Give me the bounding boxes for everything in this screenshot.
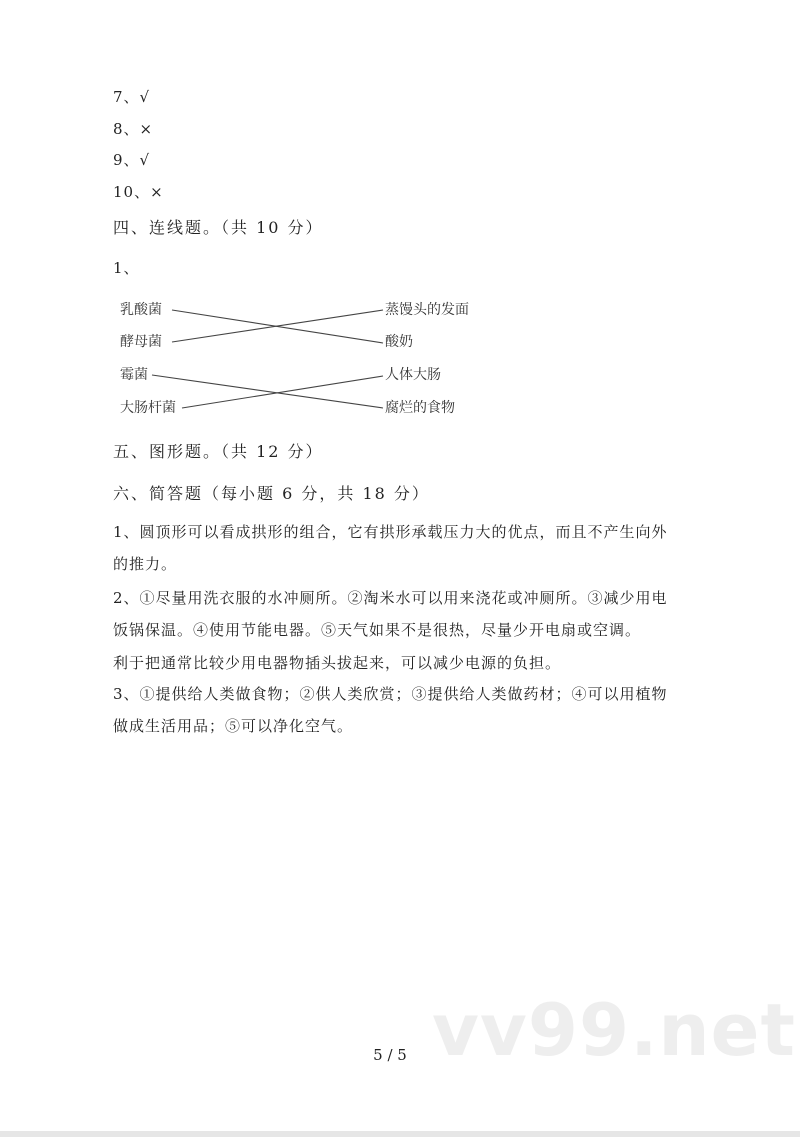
answer-line: 3、①提供给人类做食物；②供人类欣赏；③提供给人类做药材；④可以用植物 — [113, 685, 668, 703]
answer-line: 做成生活用品；⑤可以净化空气。 — [113, 717, 354, 735]
section-5-title: 五、图形题。（共 12 分） — [113, 442, 324, 461]
watermark: vv99.net — [432, 988, 796, 1072]
right-item: 人体大肠 — [385, 367, 441, 383]
left-item: 乳酸菌 — [120, 302, 162, 318]
answer-line: 饭锅保温。④使用节能电器。⑤天气如果不是很热，尽量少开电扇或空调。 — [113, 621, 642, 639]
answer-line: 的推力。 — [113, 555, 178, 573]
section-4-q1: 1、 — [113, 259, 140, 277]
section-6-title: 六、简答题（每小题 6 分，共 18 分） — [113, 484, 430, 503]
right-item: 蒸馒头的发面 — [385, 302, 469, 318]
answer-line: 2、①尽量用洗衣服的水冲厕所。②淘米水可以用来浇花或冲厕所。③减少用电 — [113, 589, 668, 607]
answer-mark: √ — [139, 151, 151, 169]
answer-number: 10、 — [113, 183, 151, 201]
answer-number: 9、 — [113, 151, 140, 169]
answer-number: 8、 — [113, 120, 140, 138]
answer-line: 1、圆顶形可以看成拱形的组合，它有拱形承载压力大的优点，而且不产生向外 — [113, 523, 668, 541]
answer-number: 7、 — [113, 88, 140, 106]
section-4-title: 四、连线题。（共 10 分） — [113, 218, 324, 237]
answer-mark: × — [139, 120, 154, 138]
match-line-mold-rotten-food — [152, 375, 383, 408]
left-item: 霉菌 — [120, 367, 148, 383]
answer-line: 利于把通常比较少用电器物插头拔起来，可以减少电源的负担。 — [113, 654, 562, 672]
left-item: 酵母菌 — [120, 334, 162, 350]
left-item: 大肠杆菌 — [120, 400, 176, 416]
right-item: 酸奶 — [385, 334, 413, 350]
right-item: 腐烂的食物 — [385, 400, 455, 416]
answer-mark: √ — [139, 88, 151, 106]
answer-mark: × — [150, 183, 164, 201]
page-bottom-edge — [0, 1131, 800, 1137]
page-number: 5 / 5 — [373, 1046, 407, 1064]
